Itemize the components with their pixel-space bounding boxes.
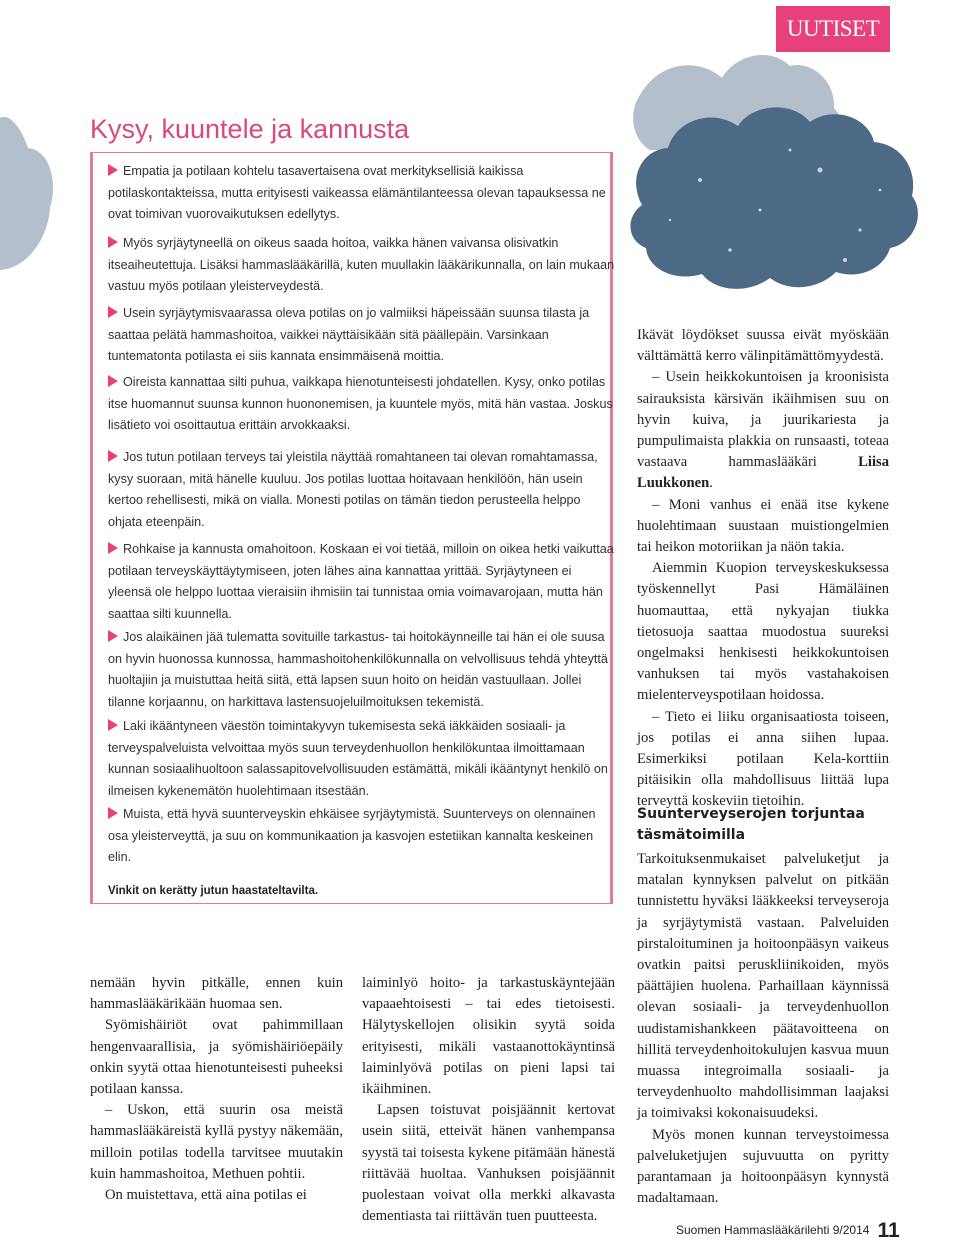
- tip-8: Laki ikääntyneen väestön toimintakyvyn tukemisesta sekä iäkkäiden sosiaali- ja terveyspalveluista velvoittaa myös suun terveydenhuollon henkilökuntaa ilmoittamaan kunnan sosiaalihuoltoon salassapitovelvollisuuden estämättä, mikäli ikääntynyt henkilö on ilmeisen kykenemätön huolehtimaan itsestään.: [108, 719, 608, 798]
- tip-5: Jos tutun potilaan terveys tai yleistila näyttää romahtaneen tai olevan romahtamassa, kysy suoraan, mitä hänelle kuuluu. Jos potilas luottaa hoitavaan henkilöön, hän usein kertoo rehellisesti, mikä on vialla. Monesti potilas on tämän tiedon perusteella helppo ohjata eteenpäin.: [108, 450, 598, 529]
- body-column-3-bottom: [637, 849, 889, 1209]
- tips-credit: Vinkit on kerätty jutun haastateltavilta.: [108, 885, 319, 897]
- col3-paragraph: – Usein heikkokuntoisen ja kroonisista sairauksista kärsivän ikäihmisen suu on hyvin kuiva, ja juurikariesta ja pumpulimaista plakkia on runsaasti, toteaa vastaava hammaslääkäri Liisa Luukkonen.: [637, 369, 889, 492]
- page-number: 11: [877, 1219, 900, 1242]
- col1-paragraph: – Uskon, että suurin osa meistä hammaslääkäreistä kyllä pystyy näkemään, milloin potilas todella tarvitsee muutakin kuin hammashoitoa, Methuen pohtii.: [90, 1102, 343, 1182]
- tip-6: Rohkaise ja kannusta omahoitoon. Koskaan ei voi tietää, milloin on oikea hetki vaikuttaa potilaan terveyskäyttäytymiseen, joten lähes aina kannattaa yrittää. Syrjäytyneen ei yleensä ole helppo luottaa vieraisiin ihmisiin tai tunnistaa omia voimavarojaan, mutta hän saattaa silti kuunnella.: [108, 542, 614, 621]
- col3-paragraph: Ikävät löydökset suussa eivät myöskään välttämättä kerro välinpitämättömyydestä.: [637, 327, 889, 365]
- triangle-bullet-icon: [108, 236, 118, 248]
- tip-9: Muista, että hyvä suunterveyskin ehkäisee syrjäytymistä. Suunterveys on olennainen osa yleisterveyttä, ja suu on kommunikaation ja kasvojen estetiikan kannalta keskeinen elin.: [108, 807, 596, 865]
- triangle-bullet-icon: [108, 542, 118, 554]
- publication-name: Suomen Hammaslääkärilehti 9/2014: [676, 1223, 870, 1237]
- tip-2: Myös syrjäytyneellä on oikeus saada hoitoa, vaikka hänen vaivansa olisivatkin itseaiheutettuja. Lisäksi hammaslääkärillä, kuten muullakin lääkärikunnalla, on lain mukaan vastuu myös potilaan yleisterveydestä.: [108, 236, 615, 294]
- headline: Kysy, kuuntele ja kannusta: [90, 114, 410, 144]
- body-column-3-top: [637, 325, 889, 813]
- tip-4: Oireista kannattaa silti puhua, vaikkapa hienotunteisesti johdatellen. Kysy, onko potilas itse huomannut suunsa kunnon huononemisen, ja kuuntele myös, mitä hän vastaa. Joskus lisätieto voi osoittautua erittäin arvokkaaksi.: [108, 375, 613, 433]
- person-name: Liisa Luukkonen: [637, 454, 889, 492]
- col3-paragraph: Myös monen kunnan terveystoimessa palveluketjujen sujuvuutta on pyritty parantamaan ja hoitoonpääsyn kynnystä madaltamaan.: [637, 1126, 889, 1207]
- triangle-bullet-icon: [108, 450, 118, 462]
- body-column-2: [362, 973, 615, 1227]
- section-badge: UUTISET: [776, 6, 890, 52]
- triangle-bullet-icon: [108, 306, 118, 318]
- col3-paragraph: – Moni vanhus ei enää itse kykene huolehtimaan suustaan muistiongelmien tai heikon motoriikan ja näön takia.: [637, 496, 889, 556]
- triangle-bullet-icon: [108, 719, 118, 731]
- triangle-bullet-icon: [108, 375, 118, 387]
- page-footer: [676, 1219, 900, 1243]
- tips-box: [90, 152, 613, 904]
- tip-3: Usein syrjäytymisvaarassa oleva potilas on jo valmiiksi häpeissään suunsa tilasta ja saattaa pelätä hammashoitoa, vaikkei näyttäisikään sitä päällepäin. Varsinkaan tuntematonta potilasta ei siis kannata ensimmäisenä moittia.: [108, 306, 590, 364]
- col1-paragraph: Syömishäiriöt ovat pahimmillaan hengenvaarallisia, ja syömishäiriöepäily onkin syytä ottaa hienotunteisesti puheeksi potilaan kanssa.: [90, 1017, 343, 1098]
- col1-paragraph: nemään hyvin pitkälle, ennen kuin hammaslääkärikään huomaa sen.: [90, 975, 343, 1013]
- triangle-bullet-icon: [108, 630, 118, 642]
- col3-paragraph: Aiemmin Kuopion terveyskeskuksessa työskennellyt Pasi Hämäläinen huomauttaa, että nykyajan tiukka tietosuoja saattaa muodostua suureksi ongelmaksi henkisesti heikkokuntoisen vanhuksen tai myös vastahakoisen mielenterveyspotilaan hoidossa.: [637, 560, 889, 704]
- body-column-1: [90, 973, 343, 1206]
- triangle-bullet-icon: [108, 807, 118, 819]
- tip-7: Jos alaikäinen jää tulematta sovituille tarkastus- tai hoitokäynneille tai hän ei ole suusa on hyvin huonossa kunnossa, hammashoitohenkilökunnalla on velvollisuus tehdä yhteyttä huoltajiin ja muistuttaa heitä siitä, että lapsen suun hoito on heidän vastuullaan. Jollei tilanne korjaannu, on harkittava lastensuojeluilmoituksen tekemistä.: [108, 630, 608, 709]
- subheading: Suunterveyserojen torjuntaa täsmätoimilla: [637, 806, 865, 843]
- col1-paragraph: On muistettava, että aina potilas ei: [105, 1187, 307, 1204]
- col2-paragraph: laiminlyö hoito- ja tarkastuskäyntejään vapaaehtoisesti – tai edes tietoisesti. Hälytyskellojen olisikin syytä soida erityisesti, mikäli vastaanottokäyntinsä laiminlyövä potilas on pieni lapsi tai ikäihminen.: [362, 975, 615, 1098]
- tip-1: Empatia ja potilaan kohtelu tasavertaisena ovat merkityksellisiä kaikissa potilaskontakteissa, mutta erityisesti vaikeassa elämäntilanteessa olevan tapauksessa ne ovat toimivan vuorovaikutuksen edellytys.: [108, 164, 606, 222]
- col2-paragraph: Lapsen toistuvat poisjäännit kertovat usein siitä, etteivät hänen vanhempansa syystä tai toisesta kykene pitämään hänestä riittävää huoltaa. Vanhuksen poisjäännit puolestaan voivat olla merkki alkavasta dementiasta tai riittävän tuen puutteesta.: [362, 1102, 615, 1225]
- col3-paragraph: Tarkoituksenmukaiset palveluketjut ja matalan kynnyksen palvelut on pitkään tunnistettu hyväksi lääkkeeksi terveyseroja ja syrjäytymistä vastaan. Palveluiden pirstaloituminen ja hoitoonpääsyn vaikeus ovatkin paitsi peruskliinikoiden, myös päättäjien huolena. Parhaillaan käynnissä olevan sosiaali- ja terveydenhuollon uudistamishankkeen päätavoitteena on hillitä terveydenhoitokulujen kasvua muun muassa integroimalla sosiaali- ja terveydenhuolto mahdollisimman laajaksi ja toimivaksi kokonaisuudeksi.: [637, 851, 889, 1122]
- col3-paragraph: – Tieto ei liiku organisaatiosta toiseen, jos potilas ei anna siihen lupaa. Esimerkiksi potilaan Kela-korttiin pitäisikin olla mahdollisuus liittää lupa terveyttä koskeviin tietoihin.: [637, 708, 889, 810]
- triangle-bullet-icon: [108, 164, 118, 176]
